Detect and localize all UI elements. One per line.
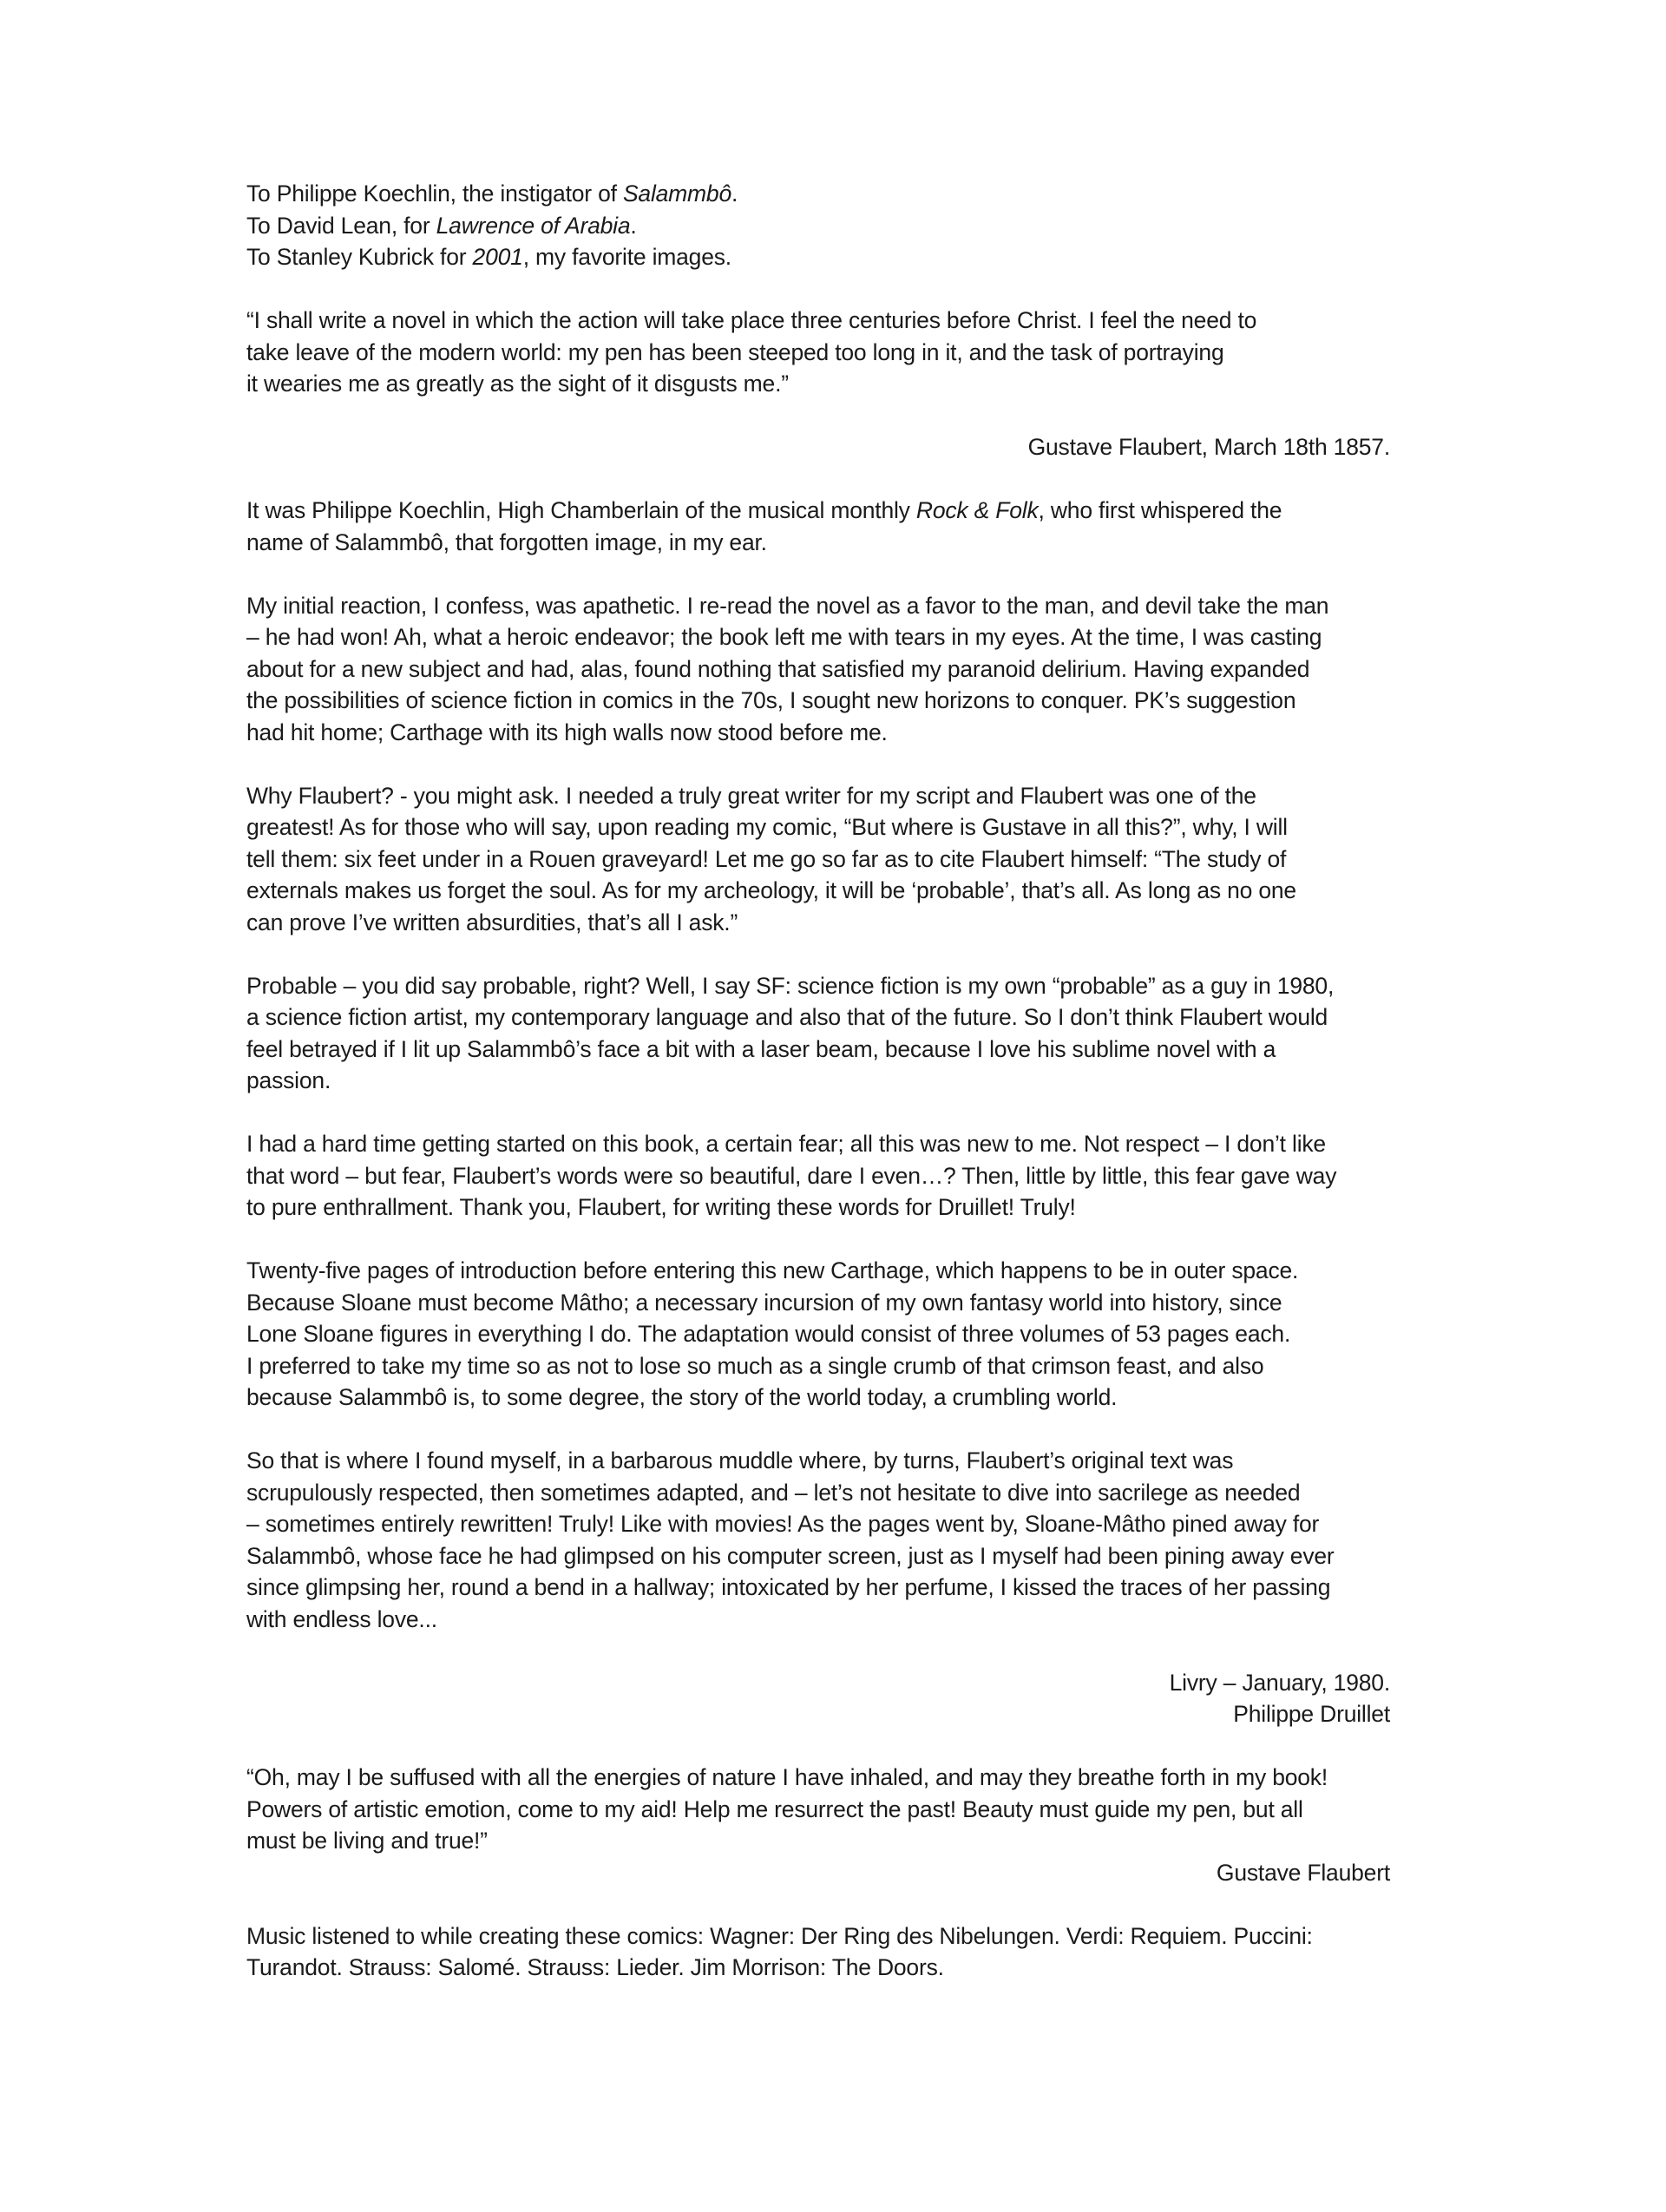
body-paragraph bbox=[246, 1128, 1390, 1224]
closing-quote bbox=[246, 1762, 1390, 1857]
body-paragraph bbox=[246, 1445, 1390, 1635]
text-line: It was Philippe Koechlin, High Chamberlain of the musical monthly Rock & Folk, who first whispered the bbox=[246, 497, 1282, 523]
work-title: Salammbô bbox=[622, 181, 732, 207]
dedications bbox=[246, 178, 1390, 273]
text-line: name of Salammbô, that forgotten image, in my ear. bbox=[246, 528, 767, 555]
text-line: a science fiction artist, my contemporary language and also that of the future. So I don’t think Flaubert would bbox=[246, 1004, 1328, 1030]
work-title: Lawrence of Arabia bbox=[436, 212, 631, 239]
signature bbox=[246, 1667, 1390, 1730]
text-line: take leave of the modern world: my pen has been steeped too long in it, and the task of portraying bbox=[246, 338, 1224, 365]
signature-place-date: Livry – January, 1980. bbox=[1169, 1669, 1390, 1696]
text-line: because Salammbô is, to some degree, the story of the world today, a crumbling world. bbox=[246, 1384, 1118, 1410]
text-line: “I shall write a novel in which the action will take place three centuries before Christ. I feel the need to bbox=[246, 307, 1257, 333]
text-line: must be living and true!” bbox=[246, 1828, 488, 1854]
work-title: 2001 bbox=[472, 244, 523, 270]
body-paragraph bbox=[246, 590, 1390, 749]
text-line: that word – but fear, Flaubert’s words were so beautiful, dare I even…? Then, little by little, this fear gave way bbox=[246, 1162, 1337, 1189]
text-line: My initial reaction, I confess, was apathetic. I re-read the novel as a favor to the man, and devil take the man bbox=[246, 592, 1329, 619]
body-paragraph bbox=[246, 780, 1390, 939]
dedication-line: To Philippe Koechlin, the instigator of Salammbô. bbox=[246, 181, 738, 207]
text-line: Salammbô, whose face he had glimpsed on his computer screen, just as I myself had been pining away ever bbox=[246, 1542, 1335, 1569]
text-line: So that is where I found myself, in a barbarous muddle where, by turns, Flaubert’s original text was bbox=[246, 1447, 1234, 1474]
text-line: since glimpsing her, round a bend in a hallway; intoxicated by her perfume, I kissed the traces of her passing bbox=[246, 1574, 1331, 1600]
body-paragraph bbox=[246, 970, 1390, 1097]
text-line: can prove I’ve written absurdities, that’s all I ask.” bbox=[246, 909, 738, 935]
epigraph-attribution: Gustave Flaubert, March 18th 1857. bbox=[1027, 434, 1390, 460]
dedication-line: To David Lean, for Lawrence of Arabia. bbox=[246, 212, 637, 239]
body-paragraph bbox=[246, 1255, 1390, 1414]
text-line: about for a new subject and had, alas, found nothing that satisfied my paranoid delirium. Having expanded bbox=[246, 655, 1310, 682]
text-line: scrupulously respected, then sometimes adapted, and – let’s not hesitate to dive into sacrilege as needed bbox=[246, 1479, 1301, 1506]
text-line: “Oh, may I be suffused with all the energies of nature I have inhaled, and may they breathe forth in my book! bbox=[246, 1764, 1328, 1790]
signature-author: Philippe Druillet bbox=[1233, 1701, 1390, 1727]
text-line: the possibilities of science fiction in comics in the 70s, I sought new horizons to conquer. PK’s suggestion bbox=[246, 687, 1296, 713]
text-line: I preferred to take my time so as not to lose so much as a single crumb of that crimson feast, and also bbox=[246, 1352, 1264, 1379]
text-line: – he had won! Ah, what a heroic endeavor; the book left me with tears in my eyes. At the time, I was casting bbox=[246, 624, 1322, 650]
text-line: I had a hard time getting started on this book, a certain fear; all this was new to me. Not respect – I don’t like bbox=[246, 1131, 1326, 1157]
text-line: Music listened to while creating these comics: Wagner: Der Ring des Nibelungen. Verdi: Requiem. Puccini: bbox=[246, 1922, 1313, 1949]
text-line: it wearies me as greatly as the sight of it disgusts me.” bbox=[246, 371, 789, 397]
text-line: passion. bbox=[246, 1067, 331, 1093]
intro-paragraph bbox=[246, 495, 1390, 558]
text-line: greatest! As for those who will say, upon reading my comic, “But where is Gustave in all this?”, why, I will bbox=[246, 814, 1288, 840]
text-line: Because Sloane must become Mâtho; a necessary incursion of my own fantasy world into history, since bbox=[246, 1289, 1282, 1316]
text-line: Probable – you did say probable, right? Well, I say SF: science fiction is my own “probable” as a guy in 1980, bbox=[246, 972, 1335, 999]
closing-quote-attribution: Gustave Flaubert bbox=[1216, 1859, 1390, 1886]
text-line: externals makes us forget the soul. As for my archeology, it will be ‘probable’, that’s all. As long as no one bbox=[246, 877, 1296, 903]
text-line: feel betrayed if I lit up Salammbô’s face a bit with a laser beam, because I love his sublime novel with a bbox=[246, 1035, 1276, 1062]
dedication-line: To Stanley Kubrick for 2001, my favorite images. bbox=[246, 244, 731, 270]
text-line: Powers of artistic emotion, come to my aid! Help me resurrect the past! Beauty must guide my pen, but all bbox=[246, 1795, 1303, 1822]
text-line: tell them: six feet under in a Rouen graveyard! Let me go so far as to cite Flaubert himself: “The study of bbox=[246, 845, 1287, 872]
music-note bbox=[246, 1920, 1390, 1984]
epigraph-quote bbox=[246, 305, 1390, 400]
text-line: Lone Sloane figures in everything I do. The adaptation would consist of three volumes of 53 pages each. bbox=[246, 1321, 1291, 1347]
text-line: – sometimes entirely rewritten! Truly! Like with movies! As the pages went by, Sloane-Mâtho pined away for bbox=[246, 1511, 1320, 1537]
magazine-title: Rock & Folk bbox=[915, 497, 1039, 523]
text-line: Turandot. Strauss: Salomé. Strauss: Lieder. Jim Morrison: The Doors. bbox=[246, 1954, 944, 1980]
text-line: with endless love... bbox=[246, 1605, 437, 1632]
text-line: Twenty-five pages of introduction before entering this new Carthage, which happens to be in outer space. bbox=[246, 1257, 1299, 1283]
text-line: Why Flaubert? - you might ask. I needed a truly great writer for my script and Flaubert was one of the bbox=[246, 782, 1256, 809]
text-line: had hit home; Carthage with its high walls now stood before me. bbox=[246, 719, 888, 745]
document-page bbox=[246, 178, 1390, 2015]
text-line: to pure enthrallment. Thank you, Flaubert, for writing these words for Druillet! Truly! bbox=[246, 1194, 1076, 1220]
